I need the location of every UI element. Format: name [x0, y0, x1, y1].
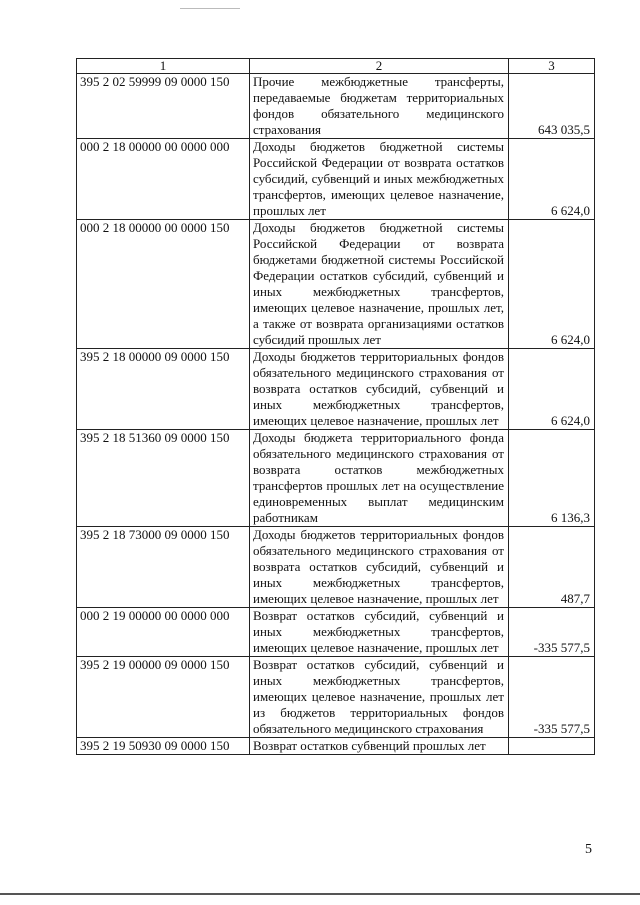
description-cell: Доходы бюджетов территориальных фондов обязательного медицинского страхования от возврата остатков субсидий, субвенций и иных межбюджетных трансфертов, имеющих целевое назначение, прошлых лет: [250, 349, 509, 430]
table-row: [77, 220, 595, 349]
description-cell: Доходы бюджетов бюджетной системы Российской Федерации от возврата остатков субсидий, субвенций и иных межбюджетных трансфертов, имеющих целевое назначение, прошлых лет: [250, 139, 509, 220]
table-row: [77, 139, 595, 220]
budget-code-cell: 395 2 02 59999 09 0000 150: [77, 74, 250, 139]
bottom-rule: [0, 893, 640, 895]
budget-code-cell: 395 2 18 51360 09 0000 150: [77, 430, 250, 527]
description-cell: Прочие межбюджетные трансферты, передаваемые бюджетам территориальных фондов обязательного медицинского страхования: [250, 74, 509, 139]
budget-code-cell: 000 2 18 00000 00 0000 150: [77, 220, 250, 349]
amount-cell: -335 577,5: [509, 608, 595, 657]
table-row: [77, 74, 595, 139]
header-col-2: 2: [250, 59, 509, 74]
amount-cell: 487,7: [509, 527, 595, 608]
table-body: [77, 74, 595, 755]
header-col-3: 3: [509, 59, 595, 74]
table-row: [77, 349, 595, 430]
description-cell: Возврат остатков субсидий, субвенций и иных межбюджетных трансфертов, имеющих целевое назначение, прошлых лет из бюджетов территориальных фондов обязательного медицинского страхования: [250, 657, 509, 738]
amount-cell: 6 624,0: [509, 220, 595, 349]
description-cell: Возврат остатков субвенций прошлых лет: [250, 738, 509, 755]
description-cell: Доходы бюджетов бюджетной системы Российской Федерации от возврата бюджетами бюджетной системы Российской Федерации остатков субсидий, субвенций и иных межбюджетных трансфертов, имеющих целевое назначение, прошлых лет, а также от возврата организациями остатков субсидий прошлых лет: [250, 220, 509, 349]
description-cell: Доходы бюджета территориального фонда обязательного медицинского страхования от возврата остатков межбюджетных трансфертов прошлых лет на осуществление единовременных выплат медицинским работникам: [250, 430, 509, 527]
budget-code-cell: 000 2 18 00000 00 0000 000: [77, 139, 250, 220]
table-row: [77, 527, 595, 608]
scan-artifact: [180, 8, 240, 9]
amount-cell: [509, 738, 595, 755]
budget-code-cell: 395 2 18 00000 09 0000 150: [77, 349, 250, 430]
column-number-header: [77, 59, 595, 74]
page-number: 5: [585, 842, 592, 857]
amount-cell: 6 624,0: [509, 349, 595, 430]
amount-cell: -335 577,5: [509, 657, 595, 738]
budget-code-cell: 395 2 19 00000 09 0000 150: [77, 657, 250, 738]
description-cell: Возврат остатков субсидий, субвенций и иных межбюджетных трансфертов, имеющих целевое назначение, прошлых лет: [250, 608, 509, 657]
budget-code-cell: 395 2 18 73000 09 0000 150: [77, 527, 250, 608]
description-cell: Доходы бюджетов территориальных фондов обязательного медицинского страхования от возврата остатков субсидий, субвенций и иных межбюджетных трансфертов, имеющих целевое назначение, прошлых лет: [250, 527, 509, 608]
amount-cell: 6 136,3: [509, 430, 595, 527]
table-row: [77, 608, 595, 657]
revenue-table: [76, 58, 595, 755]
table-row: [77, 738, 595, 755]
table-row: [77, 657, 595, 738]
budget-code-cell: 000 2 19 00000 00 0000 000: [77, 608, 250, 657]
table-row: [77, 430, 595, 527]
header-col-1: 1: [77, 59, 250, 74]
amount-cell: 643 035,5: [509, 74, 595, 139]
budget-code-cell: 395 2 19 50930 09 0000 150: [77, 738, 250, 755]
amount-cell: 6 624,0: [509, 139, 595, 220]
